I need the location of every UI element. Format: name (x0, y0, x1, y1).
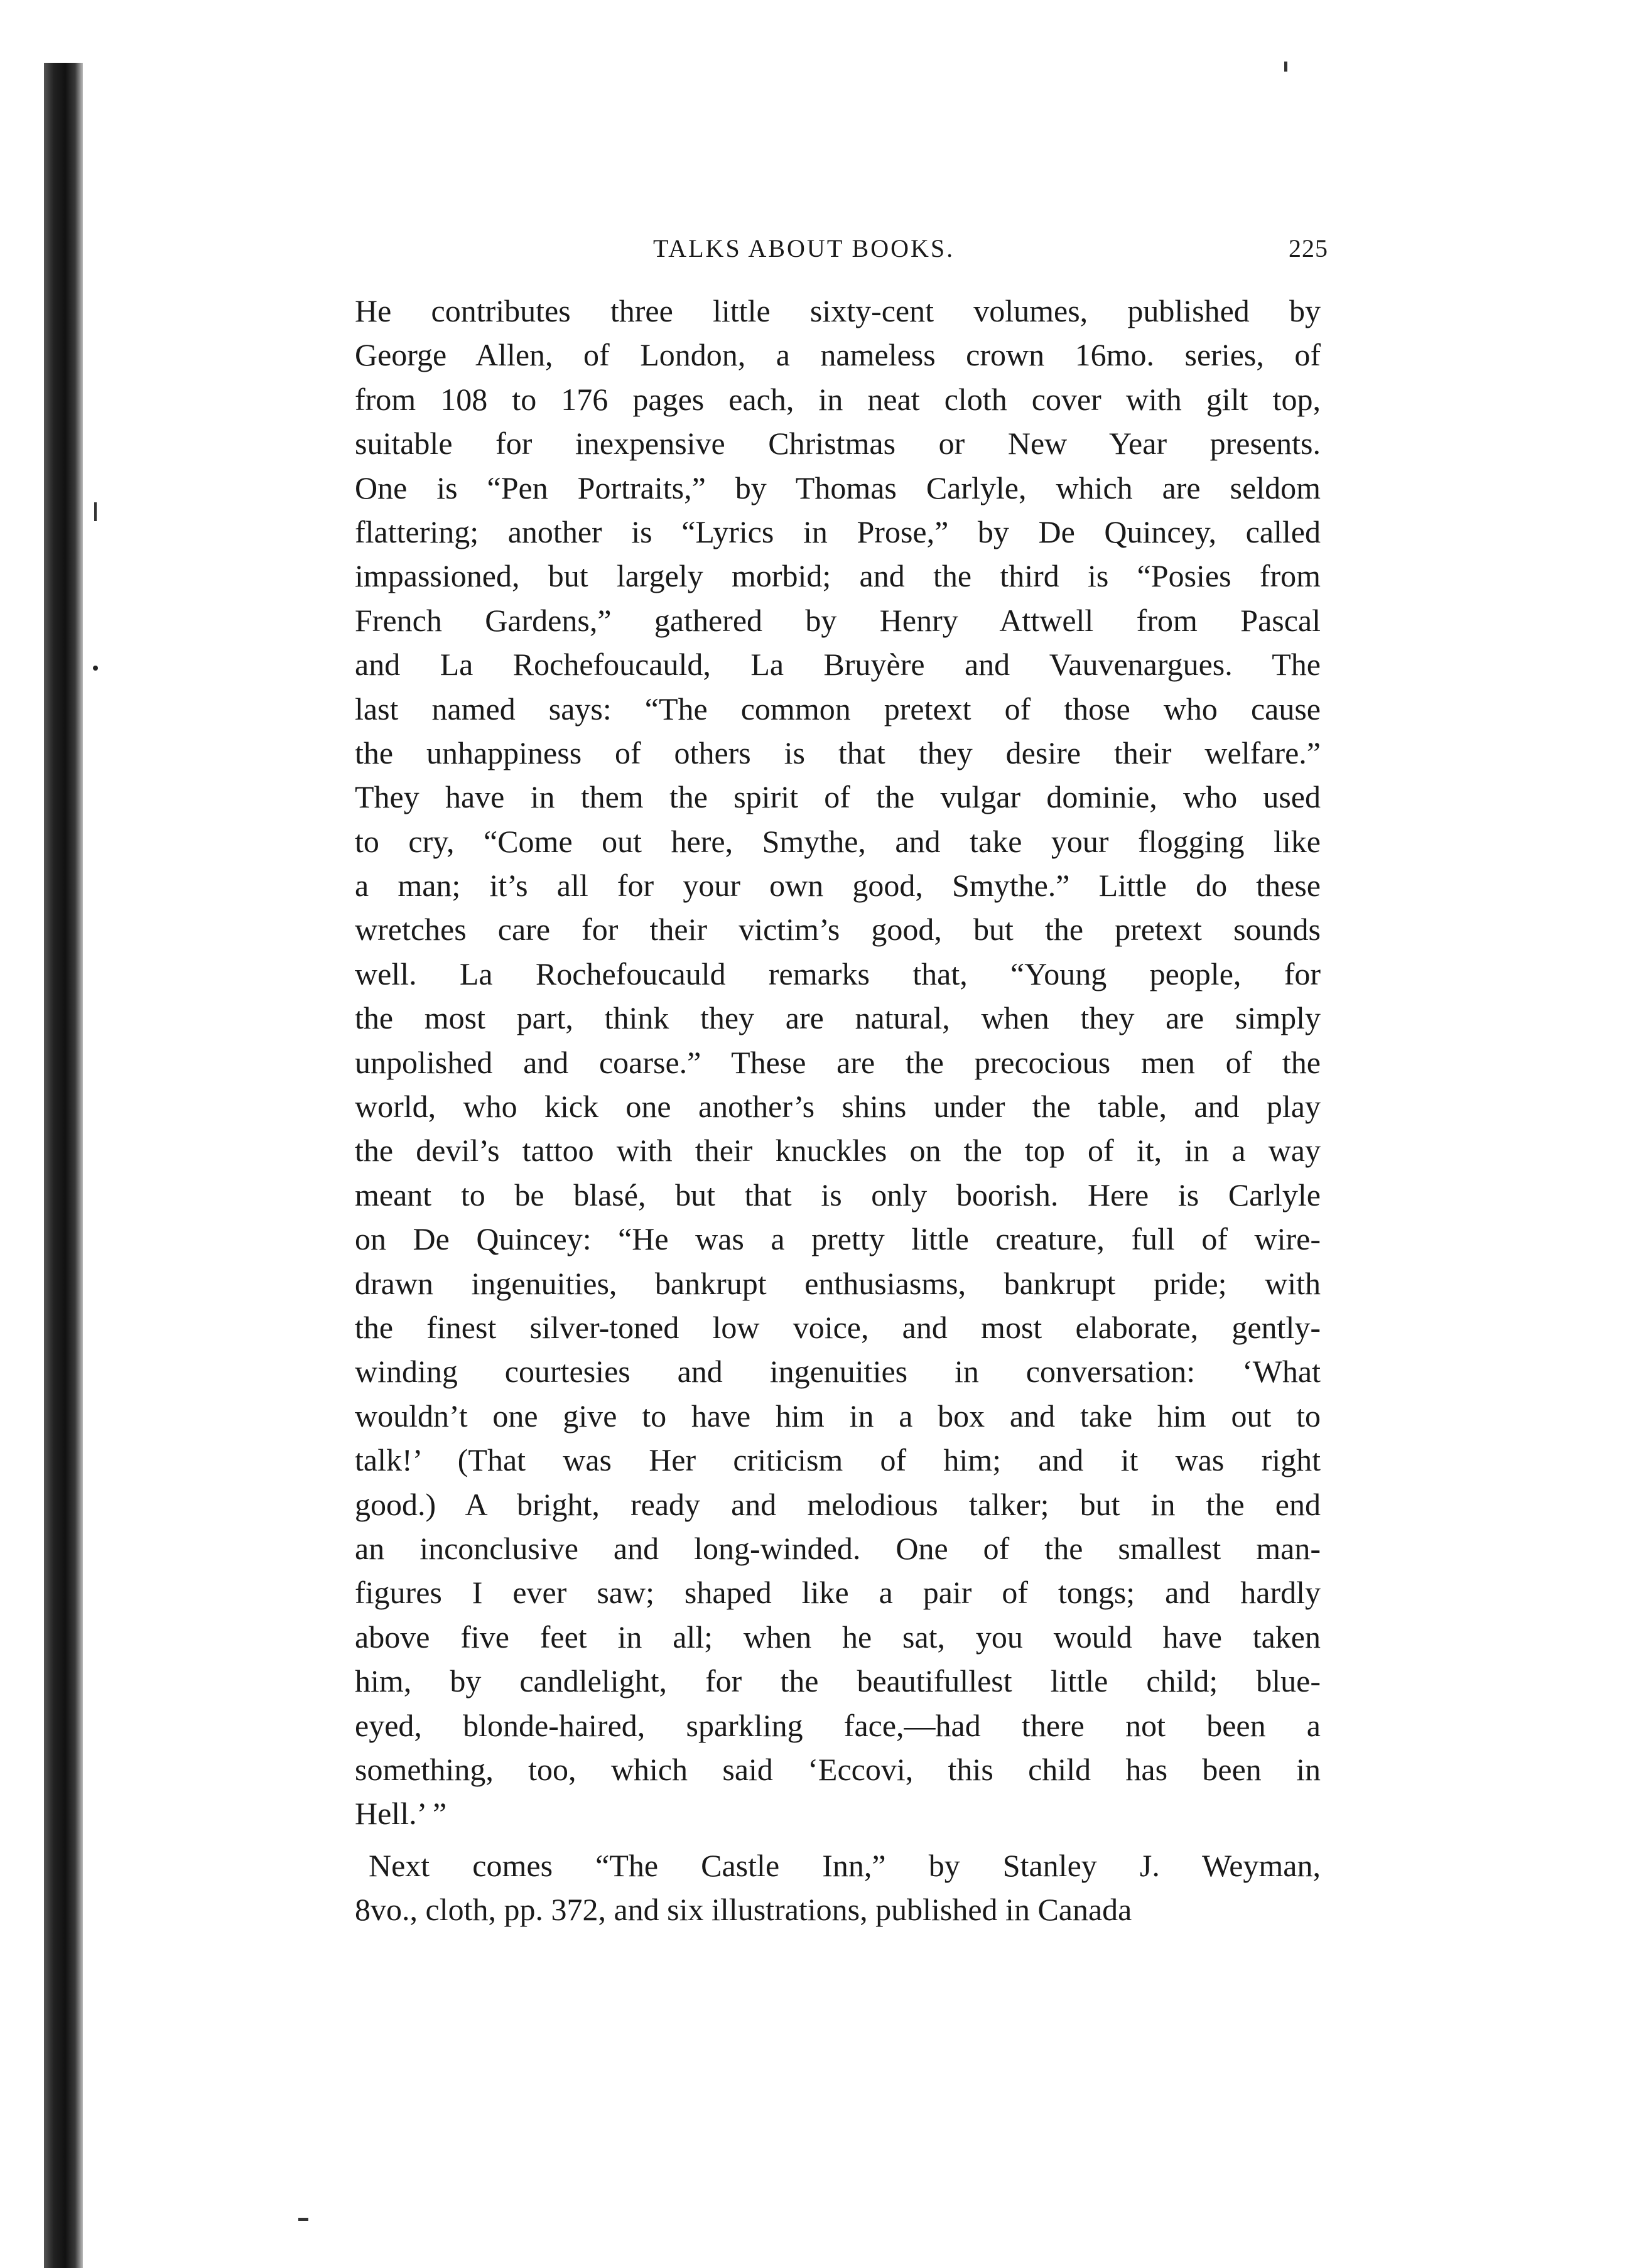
text-line: the unhappiness of others is that they desire their welfare.” (355, 735, 1321, 770)
binding-edge (44, 63, 83, 2268)
scan-mark (1284, 62, 1287, 72)
text-line: good.) A bright, ready and melodious talker; but in the end (355, 1486, 1321, 1522)
paragraph-gap (355, 1836, 1321, 1844)
text-line: and La Rochefoucauld, La Bruyère and Vauvenargues. The (355, 647, 1321, 683)
text-line: world, who kick one another’s shins under the table, and play (355, 1089, 1321, 1125)
text-line: from 108 to 176 pages each, in neat cloth cover with gilt top, (355, 381, 1321, 417)
text-line: impassioned, but largely morbid; and the third is “Posies from (355, 558, 1321, 594)
body-text (355, 289, 1321, 1931)
text-line: a man; it’s all for your own good, Smythe.” Little do these (355, 868, 1321, 904)
text-line: eyed, blonde-haired, sparkling face,—had there not been a (355, 1707, 1321, 1743)
paragraph (355, 289, 1321, 1836)
text-line: above five feet in all; when he sat, you would have taken (355, 1619, 1321, 1655)
text-line: flattering; another is “Lyrics in Prose,” by De Quincey, called (355, 514, 1321, 549)
text-line: Hell.’ ” (355, 1796, 447, 1832)
text-line: to cry, “Come out here, Smythe, and take your flogging like (355, 823, 1321, 859)
text-line: wouldn’t one give to have him in a box and take him out to (355, 1398, 1321, 1434)
text-line: something, too, which said ‘Eccovi, this child has been in (355, 1751, 1321, 1787)
text-line: the finest silver-toned low voice, and most elaborate, gently- (355, 1309, 1321, 1345)
text-line: He contributes three little sixty-cent volumes, published by (355, 293, 1321, 328)
text-line: wretches care for their victim’s good, but the pretext sounds (355, 912, 1321, 948)
text-line: talk!’ (That was Her criticism of him; and it was right (355, 1442, 1321, 1478)
text-line: They have in them the spirit of the vulgar dominie, who used (355, 779, 1321, 815)
text-line: One is “Pen Portraits,” by Thomas Carlyle, which are seldom (355, 470, 1321, 505)
text-line: drawn ingenuities, bankrupt enthusiasms, bankrupt pride; with (355, 1265, 1321, 1301)
scan-mark (94, 502, 109, 521)
scan-mark (298, 2218, 308, 2221)
text-line: the most part, think they are natural, when they are simply (355, 1000, 1321, 1036)
scan-mark (93, 666, 98, 671)
running-title: TALKS ABOUT BOOKS. (653, 234, 955, 262)
paragraph (355, 1844, 1321, 1932)
text-line: suitable for inexpensive Christmas or New Year presents. (355, 426, 1321, 462)
text-line: last named says: “The common pretext of those who cause (355, 691, 1321, 726)
text-line: an inconclusive and long-winded. One of the smallest man- (355, 1530, 1321, 1566)
text-line: winding courtesies and ingenuities in conversation: ‘What (355, 1354, 1321, 1390)
text-line: on De Quincey: “He was a pretty little creature, full of wire- (355, 1221, 1321, 1257)
running-header (352, 234, 1328, 271)
text-line: French Gardens,” gathered by Henry Attwell from Pascal (355, 602, 1321, 638)
text-line: Next comes “The Castle Inn,” by Stanley J. Weyman, (369, 1847, 1321, 1883)
text-line: figures I ever saw; shaped like a pair of tongs; and hardly (355, 1575, 1321, 1611)
text-line: 8vo., cloth, pp. 372, and six illustrations, published in Canada (355, 1892, 1132, 1928)
text-line: George Allen, of London, a nameless crown 16mo. series, of (355, 337, 1321, 373)
text-line: the devil’s tattoo with their knuckles on the top of it, in a way (355, 1133, 1321, 1169)
text-line: him, by candlelight, for the beautifullest little child; blue- (355, 1663, 1321, 1699)
page-number: 225 (1289, 234, 1328, 262)
text-line: meant to be blasé, but that is only boorish. Here is Carlyle (355, 1177, 1321, 1212)
text-line: well. La Rochefoucauld remarks that, “Young people, for (355, 956, 1321, 991)
text-line: unpolished and coarse.” These are the precocious men of the (355, 1044, 1321, 1080)
